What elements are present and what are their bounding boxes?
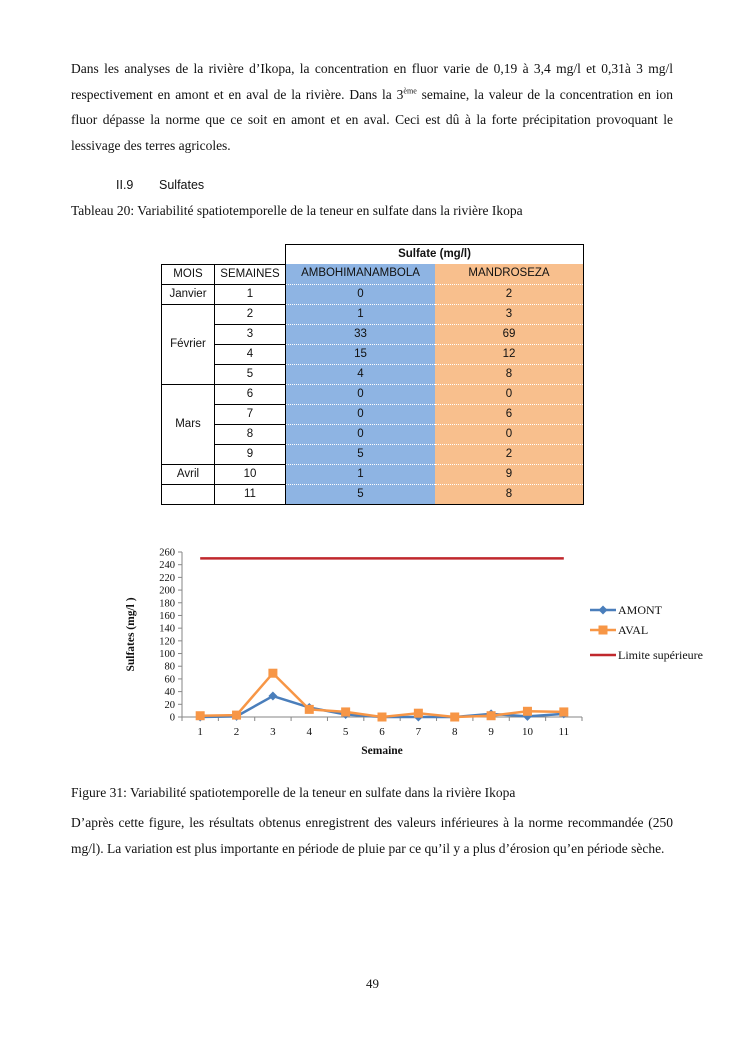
data-point-aval — [305, 705, 314, 714]
x-tick-label: 5 — [342, 726, 349, 738]
table-cell-aval: 2 — [435, 444, 584, 464]
series-line-aval — [200, 673, 564, 717]
table-cell-aval: 12 — [435, 344, 584, 364]
table-cell-aval: 0 — [435, 424, 584, 444]
y-tick-label: 80 — [164, 661, 175, 673]
table-cell-amont: 0 — [286, 424, 436, 444]
month-mars: Mars — [162, 384, 215, 464]
table-cell-aval: 0 — [435, 384, 584, 404]
y-tick-label: 100 — [159, 649, 175, 661]
table-cell-semaine: 5 — [215, 364, 286, 384]
data-point-aval — [487, 711, 496, 720]
table-cell-amont: 5 — [286, 444, 436, 464]
x-tick-label: 7 — [415, 726, 422, 738]
data-point-aval — [268, 669, 277, 678]
x-tick-label: 8 — [451, 726, 458, 738]
x-tick-label: 2 — [233, 726, 240, 738]
data-point-aval — [523, 707, 532, 716]
x-tick-label: 3 — [270, 726, 276, 738]
col-semaines-header: SEMAINES — [215, 264, 286, 284]
table-cell-semaine: 6 — [215, 384, 286, 404]
y-tick-label: 60 — [164, 674, 175, 686]
page-number: 49 — [366, 976, 379, 991]
y-axis-title: Sulfates (mg/l ) — [125, 597, 137, 672]
table-cell-aval: 9 — [435, 464, 584, 484]
legend-marker — [599, 626, 608, 635]
table-cell-amont: 4 — [286, 364, 436, 384]
table-cell-amont: 33 — [286, 324, 436, 344]
y-tick-label: 160 — [159, 610, 175, 622]
table-cell-semaine: 8 — [215, 424, 286, 444]
data-point-aval — [378, 713, 387, 722]
y-tick-label: 120 — [159, 636, 175, 648]
intro-paragraph: Dans les analyses de la rivière d’Ikopa, la concentration en fluor varie de 0,19 à 3,4 mg/l et 0,31à 3 mg/l respectivement en amont et en aval de la rivière. Dans la 3ème semaine, la valeur de la concentration en ion fluor dépasse la norme que ce soit en amont et en aval. Ceci est dû à la forte précipitation provoquant le lessivage des terres agricoles. — [71, 61, 673, 153]
y-tick-label: 140 — [159, 623, 175, 635]
data-point-aval — [232, 711, 241, 720]
table-cell-semaine: 1 — [215, 284, 286, 304]
table-cell-aval: 3 — [435, 304, 584, 324]
section-number: II.9 — [116, 178, 134, 192]
y-tick-label: 20 — [164, 699, 175, 711]
x-tick-label: 1 — [197, 726, 203, 738]
table-cell-semaine: 7 — [215, 404, 286, 424]
col-mois-header: MOIS — [162, 264, 215, 284]
month-fevrier: Février — [162, 304, 215, 384]
data-point-aval — [559, 707, 568, 716]
table-cell-amont: 15 — [286, 344, 436, 364]
month-janvier: Janvier — [162, 284, 215, 304]
table-cell-semaine: 11 — [215, 484, 286, 504]
x-tick-label: 9 — [488, 726, 494, 738]
data-point-aval — [341, 707, 350, 716]
month-avril: Avril — [162, 464, 215, 484]
table-cell-semaine: 10 — [215, 464, 286, 484]
table-cell-aval: 6 — [435, 404, 584, 424]
section-title: Sulfates — [159, 178, 205, 192]
x-tick-label: 6 — [379, 726, 385, 738]
col-aval-header: MANDROSEZA — [435, 264, 584, 284]
y-tick-label: 240 — [159, 560, 175, 572]
table-cell-aval: 2 — [435, 284, 584, 304]
y-tick-label: 0 — [169, 712, 175, 724]
table-group-header: Sulfate (mg/l) — [286, 245, 584, 265]
table-cell-amont: 0 — [286, 284, 436, 304]
data-point-aval — [196, 711, 205, 720]
x-tick-label: 10 — [521, 726, 533, 738]
y-tick-label: 260 — [159, 547, 175, 559]
legend-label: Limite supérieure — [618, 648, 703, 662]
legend-marker — [599, 606, 608, 615]
legend-label: AVAL — [618, 623, 649, 637]
sulfate-line-chart — [0, 540, 745, 770]
table-cell-semaine: 3 — [215, 324, 286, 344]
table-cell-amont: 0 — [286, 384, 436, 404]
table-cell-aval: 69 — [435, 324, 584, 344]
data-point-aval — [450, 713, 459, 722]
table-cell-semaine: 4 — [215, 344, 286, 364]
month-empty — [162, 484, 215, 504]
figure-caption: Figure 31: Variabilité spatiotemporelle de la teneur en sulfate dans la rivière Ikopa — [71, 785, 516, 800]
section-heading — [116, 178, 204, 192]
table-cell-amont: 1 — [286, 304, 436, 324]
conclusion-paragraph: D’après cette figure, les résultats obtenus enregistrent des valeurs inférieures à la norme recommandée (250 mg/l). La variation est plus importante en période de pluie par ce qu’il y a plus d’érosion qu’en période sèche. — [71, 815, 673, 856]
table-cell-amont: 5 — [286, 484, 436, 504]
x-tick-label: 4 — [306, 726, 313, 738]
table-cell-amont: 1 — [286, 464, 436, 484]
sulfate-table — [161, 244, 584, 505]
y-tick-label: 180 — [159, 598, 175, 610]
legend-label: AMONT — [618, 603, 662, 617]
table-cell-amont: 0 — [286, 404, 436, 424]
table-cell-semaine: 9 — [215, 444, 286, 464]
x-axis-title: Semaine — [361, 745, 403, 757]
col-amont-header: AMBOHIMANAMBOLA — [286, 264, 436, 284]
x-tick-label: 11 — [558, 726, 570, 738]
y-tick-label: 200 — [159, 585, 175, 597]
table-cell-semaine: 2 — [215, 304, 286, 324]
data-point-aval — [414, 709, 423, 718]
y-tick-label: 220 — [159, 572, 175, 584]
table-cell-aval: 8 — [435, 364, 584, 384]
table-caption: Tableau 20: Variabilité spatiotemporelle de la teneur en sulfate dans la rivière Ikopa — [71, 203, 523, 218]
table-cell-aval: 8 — [435, 484, 584, 504]
y-tick-label: 40 — [164, 687, 175, 699]
